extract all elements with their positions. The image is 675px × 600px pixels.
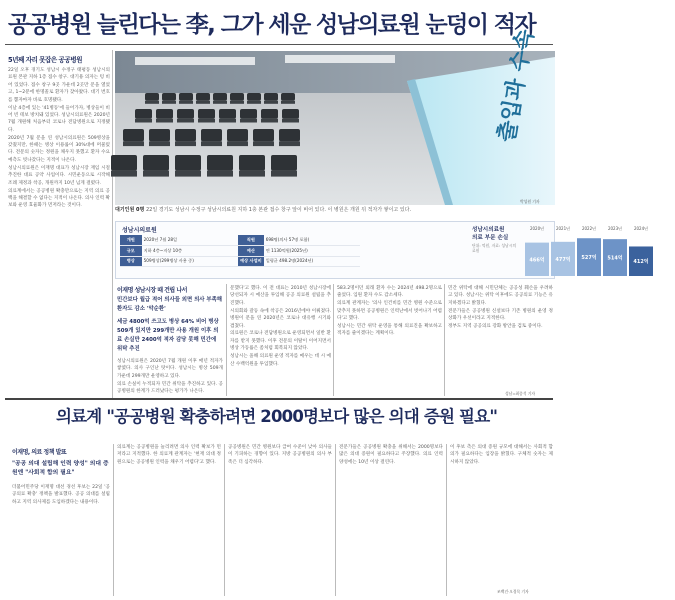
mid4-paragraph: 정부도 지역 공공의료 강화 방안을 검토 중이다. [448,324,543,330]
mid2-paragraph: 의료원은 코로나 전담병원으로 운영되면서 일반 환자를 받지 못했다. 이후 전문의 이탈이 이어지면서 병상 가동률은 좀처럼 회복되지 않았다. [230,331,331,352]
left-paragraph: 의료계에서는 공공병원 확충만으로는 지역 의료 공백을 해결할 수 없다는 지적이 나온다. 의사 인력 확보와 운영 효율화가 먼저라는 것이다. [8,188,110,209]
mid-rule-1 [226,284,227,396]
left-article-column [8,67,110,405]
mid-rule-2 [333,284,334,396]
bottom-column-1: 더불어민주당 이재명 대선 경선 후보는 22일 '공공의료 확충' 정책을 발표했다. 공공 의대를 설립하고 지역 의사제를 도입하겠다는 내용이다. [12,485,110,505]
mid4-paragraph: 전문가들은 공공병원 신설보다 기존 병원의 운영 정상화가 우선이라고 지적한다. [448,308,553,322]
bottom-rule-1 [113,444,114,596]
bottom-pull-head: 이재명, 의료 정책 발표 [12,449,67,456]
info-label: 직원 [238,235,264,246]
mid3-paragraph: 의료계 관계자는 '의사 인건비를 민간 병원 수준으로 맞추지 못하면 공공병원은 인력난에서 벗어나기 어렵다'고 했다. [337,301,442,322]
bottom-column-5: 이 후보 측은 의대 증원 규모에 대해서는 사회적 합의가 필요하다는 입장을 밝혔다. 구체적 숫자는 제시하지 않았다. [450,445,553,465]
left-paragraph: 성남시의료원은 이재명 대표가 성남시장 재임 시절 추진한 대표 공약 사업이다. 시민운동으로 시작해 조례 제정과 착공, 개원까지 10년 넘게 걸렸다. [8,165,110,186]
info-label: 예산 [238,246,264,257]
info-label: 개원 [120,235,142,246]
info-value: 698명(의사 57명 포함) [264,235,360,246]
left-paragraph: 2020년 7월 문을 연 성남시의료원은 509병상을 갖췄지만, 한때는 병상 이용률이 30%대에 머물렀다. 전문의 숫자는 정원을 채우지 못했고 환자 수요 예측도 빗나갔다는 지적이 나온다. [8,135,110,163]
chart-category-label: 2023년 [607,226,623,231]
mid4-paragraph: 민간 위탁에 대해 시민단체는 공공성 훼손을 우려하고 있다. 성남시는 위탁 이후에도 공공의료 기능은 유지하겠다고 밝혔다. [448,286,553,306]
chart-value-label: 412억 [633,259,649,266]
chart-category-label: 2020년 [529,226,545,231]
info-label: 규모 [120,246,142,257]
mid3-paragraph: 성남시는 민간 위탁 운영을 통해 의료진을 확보하고 적자를 줄이겠다는 계획이다. [337,324,442,337]
mid-column-2 [230,285,331,396]
chart-category-label: 2021년 [555,226,571,231]
bottom-rule-2 [224,444,225,596]
mid2-paragraph: 문했다'고 했다. 이 전 대표는 2010년 성남시장에 당선되자 시 예산을 투입해 공공 의료원 설립을 추진했다. [230,286,331,306]
hospital-info-box [115,221,649,279]
mid-banner-title: 이재명 성남시장 때 건립 나서 [117,287,187,294]
info-value: 509병상(299병상 사용 중) [142,256,238,267]
info-box-title: 성남시의료원 [122,227,157,234]
loss-subtitle: 의료 부문 손실 [472,235,509,241]
headline: 공공병원 늘린다는 李, 그가 세운 성남의료원 눈덩이 적자 [8,12,535,38]
mid1-paragraph: 의료 손실이 누적되자 민간 위탁을 추진하고 있다. 공공병원의 한계가 드러났다는 평가가 나온다. [117,381,223,395]
left-paragraph: 22일 오후 경기도 성남시 수정구 태평동 성남시의료원 본관 지하 1층 접수 창구. 대기용 의자는 텅 비어 있었다. 접수 창구 9곳 가운데 2곳만 문을 열었고, 1~2분에 한명꼴로 환자가 찾아왔다. 대기 번호를 뽑자마자 바로 호명됐다. [8,68,110,103]
chart-category-label: 2022년 [581,226,597,231]
bottom-headline: 의료계 "공공병원 확충하려면 2000명보다 많은 의대 증원 필요" [56,407,498,426]
info-row [120,256,360,267]
info-row [120,235,360,246]
mid2-paragraph: 시의회와 갈등 속에 착공은 2016년에야 이뤄졌다. 병원이 문을 연 2020년은 코로나 대유행 시기와 겹쳤다. [230,308,331,329]
mid-column-4 [448,285,553,389]
mid1-paragraph: 성남시의료원은 2020년 7월 개원 이후 매년 적자가 쌓였다. 의사 구인난 탓이다. 성남시는 병상 509개 가운데 299개만 운영하고 있다. [117,359,223,379]
mid-byline: 성남=최종석 기자 [505,391,536,396]
loss-title: 성남시의료원 [472,227,505,233]
info-value: 2020년 7월 28일 [142,235,238,246]
caption-title: 대기인원 0명 [115,207,145,213]
waiting-room-photo [115,27,555,205]
mid-lead-1: 민간보다 월급 적어 의사들 외면 의사 부족해 환자도 감소 '악순환' [117,297,222,312]
chart-value-label: 514억 [607,255,623,262]
mid3-paragraph: 583.2명이던 외래 환자 수는 2024년 498.2명으로 줄었다. 입원 환자 수도 감소세다. [337,286,442,299]
info-label: 병상 [120,256,142,267]
info-row [120,246,360,257]
chart-value-label: 527억 [581,255,597,262]
mid-rule-3 [444,284,445,396]
chart-category-label: 2024년 [633,226,649,231]
section-divider [5,398,553,400]
info-value: 지하 4층~지상 10층 [142,246,238,257]
bottom-rule-4 [446,444,447,596]
caption-text: 22일 경기도 성남시 수정구 성남시의료원 지하 1층 본관 접수 창구 앞이 비어 있다. 이 병원은 개원 뒤 적자가 쌓이고 있다. [145,207,412,213]
bottom-column-3: 공공병원은 민간 병원보다 급여 수준이 낮아 의사들이 기피하는 경향이 있다. 지방 공공병원의 의사 부족은 더 심각하다. [228,445,332,465]
loss-bar-chart [523,224,675,279]
loss-unit-note: 단위: 억원, 자료: 성남시의료원 [472,243,517,253]
hospital-info-table [120,235,360,267]
chart-value-label: 477억 [555,256,571,263]
left-column-rule [112,50,113,398]
info-label: 예상 사업비 [238,256,264,267]
chart-value-label: 466억 [529,257,545,264]
headline-rule [5,44,553,45]
bottom-rule-3 [335,444,336,596]
left-paragraph: 이날 4층에 있는 '41병동'에 들어가자, 병상들이 비어 빈 테보 방치돼 있었다. 성남시의료원은 2020년 7월 개원해 처음부터 코로나 전담병원으로 지정됐다. [8,105,110,133]
mid-column-3 [337,285,442,396]
sign-text: 출입과 수속 [494,27,539,145]
info-value: 연 1130억원(2025년) [264,246,360,257]
bottom-pull-quote: "공공 의대 설립해 인력 양성" 의대 증원엔 "사회적 합의 필요" [12,461,109,476]
bottom-column-2: 의료계는 공공병원을 늘리려면 의사 인력 확보가 먼저라고 지적했다. 한 의료계 관계자는 '현재 의대 정원으로는 공공병원 인력을 채우기 어렵다'고 했다. [117,445,221,465]
mid2-paragraph: 성남시는 올해 의료원 운영 적자를 메우는 데 시 예산 수백억원을 투입했다. [230,354,331,367]
mid-column-1 [117,358,223,396]
photo-caption [115,206,555,218]
bottom-column-4: 전문가들은 공공병원 확충을 위해서는 2000명보다 많은 의대 증원이 필요하다고 주장했다. 의료 인력 양성에는 10년 이상 걸린다. [339,445,443,465]
mid-lead-2: 세금 4800억 쓰고도 병상 64% 비어 병상 509개 있지만 299개만 사용 개원 이후 의료 손실만 2400억 적자 감당 못해 민간에 위탁 추진 [117,319,219,352]
left-subhead: 5년째 자리 못잡은 공공병원 [8,56,83,64]
bottom-byline: 조백건·오경묵 기자 [497,589,529,594]
info-value: 일평균 498.2명(2024년) [264,256,360,267]
photo-credit: 박성원 기자 [520,199,540,204]
